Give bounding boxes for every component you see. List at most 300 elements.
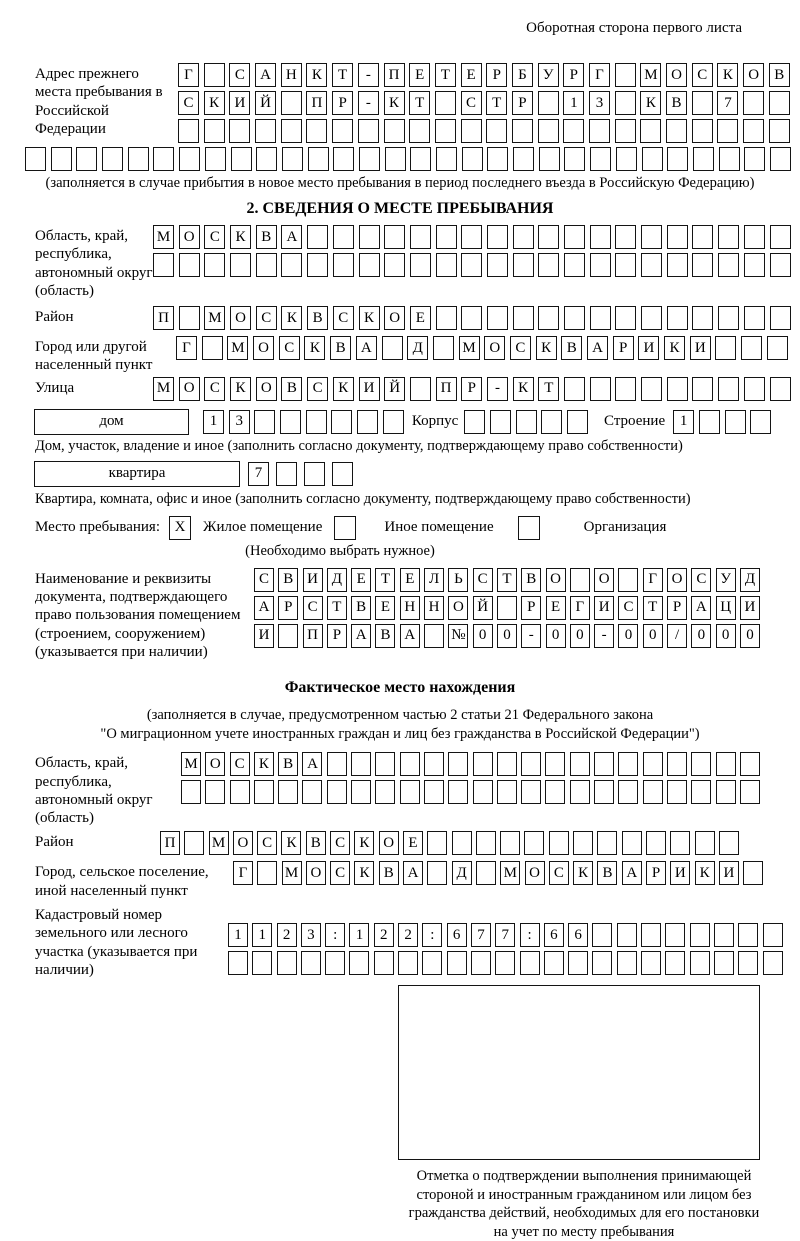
char-box[interactable] [719,147,740,171]
char-box[interactable]: 0 [618,624,638,648]
char-box[interactable]: Т [643,596,663,620]
char-box[interactable]: И [254,624,274,648]
char-box[interactable] [424,624,444,648]
char-box[interactable] [327,780,347,804]
char-box[interactable]: П [303,624,323,648]
char-box[interactable] [769,91,790,115]
char-box[interactable] [738,951,758,975]
char-box[interactable]: О [179,377,200,401]
char-box[interactable] [500,831,520,855]
char-box[interactable]: К [204,91,225,115]
char-box[interactable] [770,377,791,401]
char-box[interactable] [436,253,457,277]
char-box[interactable] [520,951,540,975]
char-box[interactable]: Г [178,63,199,87]
char-box[interactable]: В [306,831,326,855]
char-box[interactable]: 7 [248,462,269,486]
char-box[interactable] [473,752,493,776]
char-box[interactable]: В [769,63,790,87]
char-box[interactable] [622,831,642,855]
char-box[interactable] [592,923,612,947]
char-box[interactable] [181,780,201,804]
char-box[interactable]: О [384,306,405,330]
char-box[interactable] [718,377,739,401]
char-box[interactable] [332,119,353,143]
char-box[interactable] [564,306,585,330]
char-box[interactable] [570,568,590,592]
char-box[interactable] [422,951,442,975]
char-box[interactable] [359,225,380,249]
char-box[interactable] [750,410,771,434]
char-box[interactable] [476,831,496,855]
char-box[interactable]: О [484,336,505,360]
char-box[interactable] [487,225,508,249]
char-box[interactable]: А [356,336,377,360]
char-box[interactable] [691,752,711,776]
char-box[interactable] [410,147,431,171]
char-box[interactable] [327,752,347,776]
char-box[interactable]: О [666,63,687,87]
char-box[interactable] [487,147,508,171]
char-box[interactable] [564,377,585,401]
char-box[interactable]: В [521,568,541,592]
char-box[interactable] [767,336,788,360]
char-box[interactable] [410,377,431,401]
char-box[interactable]: К [695,861,715,885]
char-box[interactable] [740,780,760,804]
char-box[interactable] [204,253,225,277]
char-box[interactable]: В [351,596,371,620]
char-box[interactable]: М [640,63,661,87]
char-box[interactable] [231,147,252,171]
char-box[interactable]: С [178,91,199,115]
char-box[interactable] [476,861,496,885]
char-box[interactable] [436,225,457,249]
char-box[interactable] [590,306,611,330]
char-box[interactable] [280,410,301,434]
char-box[interactable] [693,147,714,171]
char-box[interactable]: С [618,596,638,620]
char-box[interactable] [741,336,762,360]
char-box[interactable] [436,147,457,171]
char-box[interactable] [770,147,791,171]
char-box[interactable] [640,119,661,143]
char-box[interactable]: К [281,831,301,855]
char-box[interactable]: С [549,861,569,885]
char-box[interactable] [646,831,666,855]
char-box[interactable] [615,377,636,401]
char-box[interactable] [743,861,763,885]
char-box[interactable] [692,253,713,277]
char-box[interactable] [590,147,611,171]
char-box[interactable] [714,923,734,947]
char-box[interactable] [128,147,149,171]
char-box[interactable]: М [153,225,174,249]
char-box[interactable]: Р [461,377,482,401]
char-box[interactable]: Е [400,568,420,592]
char-box[interactable]: К [536,336,557,360]
char-box[interactable]: А [254,596,274,620]
char-box[interactable]: 2 [398,923,418,947]
char-box[interactable] [563,119,584,143]
char-box[interactable] [618,752,638,776]
char-box[interactable]: Б [512,63,533,87]
char-box[interactable] [448,752,468,776]
char-box[interactable] [382,336,403,360]
char-box[interactable] [254,410,275,434]
char-box[interactable] [615,306,636,330]
char-box[interactable] [281,119,302,143]
char-box[interactable] [447,951,467,975]
char-box[interactable] [51,147,72,171]
char-box[interactable]: Р [278,596,298,620]
char-box[interactable] [545,752,565,776]
char-box[interactable] [594,752,614,776]
char-box[interactable] [462,147,483,171]
char-box[interactable]: Н [424,596,444,620]
char-box[interactable] [304,462,325,486]
char-box[interactable] [667,306,688,330]
char-box[interactable]: И [303,568,323,592]
char-box[interactable]: Т [409,91,430,115]
char-box[interactable]: С [256,306,277,330]
char-box[interactable]: С [204,225,225,249]
char-box[interactable]: К [717,63,738,87]
char-box[interactable]: К [306,63,327,87]
char-box[interactable]: Н [400,596,420,620]
char-box[interactable] [427,831,447,855]
char-box[interactable] [385,147,406,171]
char-box[interactable]: Р [486,63,507,87]
char-box[interactable]: 3 [301,923,321,947]
char-box[interactable]: 1 [563,91,584,115]
char-box[interactable] [205,780,225,804]
char-box[interactable] [692,119,713,143]
char-box[interactable]: П [153,306,174,330]
char-box[interactable] [692,91,713,115]
char-box[interactable]: 0 [473,624,493,648]
char-box[interactable] [383,410,404,434]
char-box[interactable] [589,119,610,143]
char-box[interactable] [409,119,430,143]
char-box[interactable]: Е [351,568,371,592]
char-box[interactable] [615,63,636,87]
char-box[interactable]: К [304,336,325,360]
char-box[interactable]: К [281,306,302,330]
char-box[interactable] [333,225,354,249]
char-box[interactable]: 0 [497,624,517,648]
char-box[interactable]: К [640,91,661,115]
char-box[interactable] [302,780,322,804]
char-box[interactable]: С [204,377,225,401]
char-box[interactable] [597,831,617,855]
char-box[interactable] [692,377,713,401]
char-box[interactable] [179,253,200,277]
char-box[interactable]: В [379,861,399,885]
char-box[interactable]: Г [176,336,197,360]
char-box[interactable]: Е [410,306,431,330]
char-box[interactable] [184,831,204,855]
char-box[interactable] [615,225,636,249]
char-box[interactable] [718,225,739,249]
char-box[interactable]: 1 [252,923,272,947]
char-box[interactable] [349,951,369,975]
char-box[interactable] [424,780,444,804]
char-box[interactable] [384,119,405,143]
char-box[interactable]: П [160,831,180,855]
char-box[interactable]: Е [403,831,423,855]
char-box[interactable]: Д [407,336,428,360]
char-box[interactable] [254,780,274,804]
char-box[interactable] [521,752,541,776]
char-box[interactable]: Й [473,596,493,620]
char-box[interactable] [594,780,614,804]
char-box[interactable] [718,253,739,277]
char-box[interactable]: У [716,568,736,592]
char-box[interactable]: С [279,336,300,360]
char-box[interactable]: Д [740,568,760,592]
char-box[interactable] [516,410,537,434]
char-box[interactable]: О [306,861,326,885]
char-box[interactable] [306,410,327,434]
char-box[interactable]: 0 [546,624,566,648]
char-box[interactable] [357,410,378,434]
char-box[interactable]: А [255,63,276,87]
char-box[interactable]: 3 [589,91,610,115]
char-box[interactable]: М [459,336,480,360]
char-box[interactable]: А [403,861,423,885]
char-box[interactable] [714,951,734,975]
char-box[interactable]: Г [643,568,663,592]
char-box[interactable] [410,253,431,277]
char-box[interactable]: Ц [716,596,736,620]
char-box[interactable] [568,951,588,975]
char-box[interactable] [306,119,327,143]
char-box[interactable]: К [354,831,374,855]
char-box[interactable]: А [302,752,322,776]
char-box[interactable]: Г [589,63,610,87]
char-box[interactable]: О [546,568,566,592]
char-box[interactable] [744,306,765,330]
char-box[interactable] [719,831,739,855]
char-box[interactable] [513,225,534,249]
stay-option-checkbox-org[interactable] [518,516,540,540]
char-box[interactable] [473,780,493,804]
char-box[interactable] [351,752,371,776]
char-box[interactable] [471,951,491,975]
char-box[interactable] [461,225,482,249]
char-box[interactable]: В [278,752,298,776]
char-box[interactable] [590,225,611,249]
char-box[interactable]: № [448,624,468,648]
char-box[interactable] [615,253,636,277]
char-box[interactable] [643,780,663,804]
char-box[interactable] [512,119,533,143]
char-box[interactable] [153,253,174,277]
char-box[interactable]: А [281,225,302,249]
char-box[interactable] [666,119,687,143]
char-box[interactable]: 0 [716,624,736,648]
char-box[interactable] [743,119,764,143]
char-box[interactable] [102,147,123,171]
char-box[interactable]: - [594,624,614,648]
char-box[interactable]: М [181,752,201,776]
char-box[interactable] [461,253,482,277]
char-box[interactable] [307,225,328,249]
char-box[interactable] [229,119,250,143]
char-box[interactable]: П [384,63,405,87]
char-box[interactable]: Р [613,336,634,360]
char-box[interactable] [276,462,297,486]
char-box[interactable]: И [638,336,659,360]
char-box[interactable] [332,462,353,486]
char-box[interactable] [204,63,225,87]
char-box[interactable]: Р [332,91,353,115]
char-box[interactable]: Д [327,568,347,592]
char-box[interactable]: О [667,568,687,592]
char-box[interactable] [667,752,687,776]
char-box[interactable]: Р [521,596,541,620]
char-box[interactable] [153,147,174,171]
char-box[interactable] [665,923,685,947]
char-box[interactable] [549,831,569,855]
char-box[interactable]: Г [570,596,590,620]
char-box[interactable] [513,253,534,277]
char-box[interactable]: Р [646,861,666,885]
char-box[interactable]: - [487,377,508,401]
char-box[interactable]: С [303,596,323,620]
char-box[interactable]: И [670,861,690,885]
char-box[interactable]: К [359,306,380,330]
char-box[interactable]: С [510,336,531,360]
char-box[interactable]: М [153,377,174,401]
char-box[interactable]: - [358,63,379,87]
char-box[interactable] [497,596,517,620]
char-box[interactable] [435,91,456,115]
char-box[interactable] [278,780,298,804]
char-box[interactable] [725,410,746,434]
char-box[interactable]: 7 [471,923,491,947]
char-box[interactable] [179,306,200,330]
char-box[interactable]: О [594,568,614,592]
char-box[interactable]: Л [424,568,444,592]
char-box[interactable]: О [233,831,253,855]
char-box[interactable]: А [691,596,711,620]
char-box[interactable]: : [422,923,442,947]
char-box[interactable]: У [538,63,559,87]
char-box[interactable] [375,780,395,804]
char-box[interactable]: С [254,568,274,592]
char-box[interactable] [618,568,638,592]
char-box[interactable]: Т [435,63,456,87]
char-box[interactable] [497,752,517,776]
char-box[interactable]: О [230,306,251,330]
char-box[interactable]: В [281,377,302,401]
char-box[interactable]: 1 [673,410,694,434]
char-box[interactable] [400,752,420,776]
char-box[interactable]: Т [497,568,517,592]
char-box[interactable] [359,253,380,277]
char-box[interactable] [427,861,447,885]
char-box[interactable] [202,336,223,360]
char-box[interactable]: 1 [203,410,224,434]
char-box[interactable]: О [448,596,468,620]
char-box[interactable] [255,119,276,143]
char-box[interactable] [490,410,511,434]
char-box[interactable] [351,780,371,804]
char-box[interactable] [538,306,559,330]
char-box[interactable] [763,923,783,947]
char-box[interactable] [564,225,585,249]
char-box[interactable]: К [333,377,354,401]
char-box[interactable] [539,147,560,171]
char-box[interactable]: М [282,861,302,885]
char-box[interactable]: Т [332,63,353,87]
char-box[interactable] [545,780,565,804]
char-box[interactable]: 6 [544,923,564,947]
char-box[interactable] [592,951,612,975]
char-box[interactable] [692,306,713,330]
char-box[interactable] [487,253,508,277]
char-box[interactable]: К [384,91,405,115]
char-box[interactable] [256,253,277,277]
char-box[interactable] [524,831,544,855]
char-box[interactable]: К [513,377,534,401]
stay-option-checkbox-zhiloe[interactable]: X [169,516,191,540]
char-box[interactable]: И [594,596,614,620]
char-box[interactable] [715,336,736,360]
char-box[interactable]: Е [546,596,566,620]
char-box[interactable] [435,119,456,143]
char-box[interactable] [486,119,507,143]
char-box[interactable] [358,119,379,143]
char-box[interactable]: В [307,306,328,330]
char-box[interactable] [769,119,790,143]
char-box[interactable] [410,225,431,249]
char-box[interactable]: С [330,861,350,885]
char-box[interactable] [770,225,791,249]
char-box[interactable] [256,147,277,171]
char-box[interactable] [695,831,715,855]
char-box[interactable] [590,253,611,277]
char-box[interactable] [384,253,405,277]
char-box[interactable] [495,951,515,975]
char-box[interactable] [513,306,534,330]
char-box[interactable]: С [461,91,482,115]
char-box[interactable] [617,951,637,975]
char-box[interactable]: В [375,624,395,648]
char-box[interactable]: А [587,336,608,360]
char-box[interactable] [277,951,297,975]
char-box[interactable]: 6 [568,923,588,947]
char-box[interactable] [333,147,354,171]
char-box[interactable] [667,780,687,804]
char-box[interactable]: Р [327,624,347,648]
char-box[interactable] [228,951,248,975]
char-box[interactable] [461,306,482,330]
char-box[interactable] [743,91,764,115]
char-box[interactable] [521,780,541,804]
char-box[interactable]: 1 [228,923,248,947]
char-box[interactable] [690,951,710,975]
char-box[interactable]: 7 [495,923,515,947]
char-box[interactable]: Е [409,63,430,87]
char-box[interactable] [205,147,226,171]
char-box[interactable]: / [667,624,687,648]
char-box[interactable] [667,377,688,401]
char-box[interactable] [252,951,272,975]
char-box[interactable] [333,253,354,277]
